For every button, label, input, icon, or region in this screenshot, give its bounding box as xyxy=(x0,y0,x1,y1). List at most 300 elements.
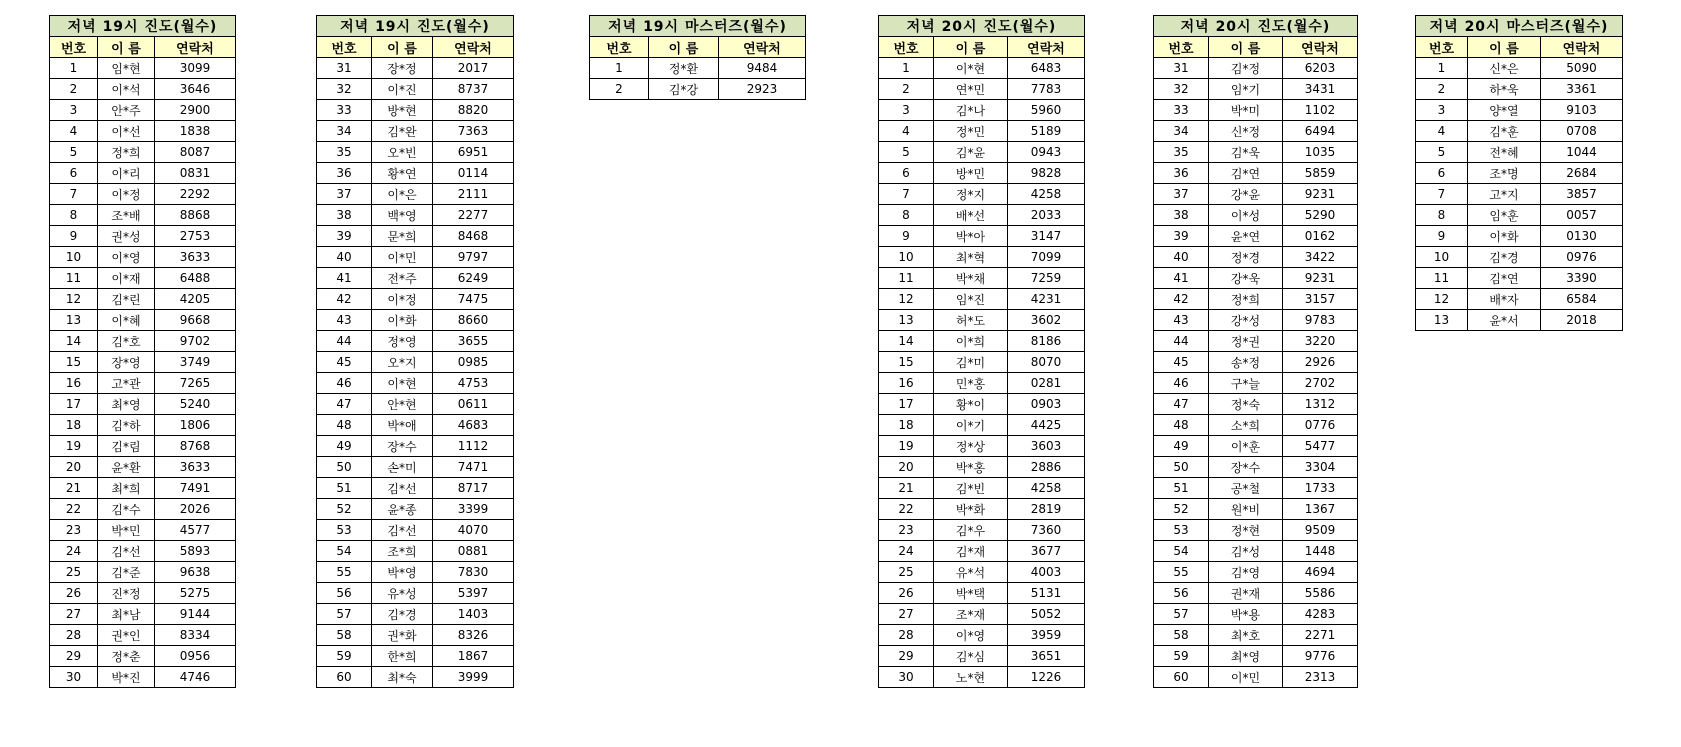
row-number: 46 xyxy=(1154,373,1209,394)
table-row xyxy=(50,79,236,100)
row-number: 40 xyxy=(1154,247,1209,268)
member-name: 배*선 xyxy=(934,205,1008,226)
contact-number: 8334 xyxy=(155,625,236,646)
contact-number: 2111 xyxy=(433,184,514,205)
table-row xyxy=(50,562,236,583)
contact-number: 7099 xyxy=(1008,247,1085,268)
row-number: 31 xyxy=(317,58,372,79)
table-row xyxy=(50,121,236,142)
table-row xyxy=(50,541,236,562)
contact-number: 2702 xyxy=(1283,373,1358,394)
table-row xyxy=(879,331,1085,352)
roster-table xyxy=(49,15,236,688)
table-row xyxy=(317,625,514,646)
table-row xyxy=(317,184,514,205)
table-row xyxy=(1416,79,1623,100)
contact-number: 4694 xyxy=(1283,562,1358,583)
row-number: 40 xyxy=(317,247,372,268)
contact-number: 3646 xyxy=(155,79,236,100)
table-row xyxy=(879,205,1085,226)
table-row xyxy=(50,310,236,331)
contact-number: 5960 xyxy=(1008,100,1085,121)
contact-number: 2017 xyxy=(433,58,514,79)
row-number: 4 xyxy=(50,121,98,142)
row-number: 31 xyxy=(1154,58,1209,79)
row-number: 37 xyxy=(317,184,372,205)
table-title: 저녁 19시 진도(월수) xyxy=(50,16,236,37)
member-name: 강*성 xyxy=(1209,310,1283,331)
contact-number: 0881 xyxy=(433,541,514,562)
row-number: 32 xyxy=(317,79,372,100)
table-row xyxy=(1154,268,1358,289)
row-number: 33 xyxy=(1154,100,1209,121)
table-row xyxy=(317,352,514,373)
member-name: 하*욱 xyxy=(1468,79,1541,100)
table-row xyxy=(1416,121,1623,142)
row-number: 5 xyxy=(879,142,934,163)
row-number: 38 xyxy=(1154,205,1209,226)
member-name: 강*욱 xyxy=(1209,268,1283,289)
row-number: 43 xyxy=(317,310,372,331)
row-number: 55 xyxy=(317,562,372,583)
table-row xyxy=(879,310,1085,331)
row-number: 2 xyxy=(1416,79,1468,100)
contact-number: 0776 xyxy=(1283,415,1358,436)
table-row xyxy=(1154,205,1358,226)
table-row xyxy=(879,520,1085,541)
row-number: 41 xyxy=(1154,268,1209,289)
table-row xyxy=(590,58,806,79)
member-name: 정*민 xyxy=(934,121,1008,142)
roster-table xyxy=(589,15,806,100)
member-name: 백*영 xyxy=(372,205,433,226)
contact-number: 6203 xyxy=(1283,58,1358,79)
contact-number: 3603 xyxy=(1008,436,1085,457)
contact-number: 9702 xyxy=(155,331,236,352)
column-header-name: 이 름 xyxy=(934,37,1008,58)
member-name: 장*수 xyxy=(372,436,433,457)
column-header-num: 번호 xyxy=(1154,37,1209,58)
table-row xyxy=(317,289,514,310)
roster-table xyxy=(1415,15,1623,331)
member-name: 방*현 xyxy=(372,100,433,121)
row-number: 15 xyxy=(50,352,98,373)
contact-number: 0903 xyxy=(1008,394,1085,415)
row-number: 34 xyxy=(1154,121,1209,142)
table-row xyxy=(879,499,1085,520)
member-name: 김*훈 xyxy=(1468,121,1541,142)
row-number: 60 xyxy=(317,667,372,688)
member-name: 박*민 xyxy=(98,520,155,541)
table-row xyxy=(317,205,514,226)
table-row xyxy=(317,646,514,667)
row-number: 11 xyxy=(1416,268,1468,289)
contact-number: 3749 xyxy=(155,352,236,373)
row-number: 36 xyxy=(1154,163,1209,184)
table-row xyxy=(879,625,1085,646)
contact-number: 7830 xyxy=(433,562,514,583)
row-number: 13 xyxy=(50,310,98,331)
table-title: 저녁 20시 진도(월수) xyxy=(879,16,1085,37)
member-name: 원*비 xyxy=(1209,499,1283,520)
row-number: 20 xyxy=(879,457,934,478)
column-header-name: 이 름 xyxy=(1468,37,1541,58)
member-name: 황*연 xyxy=(372,163,433,184)
row-number: 8 xyxy=(1416,205,1468,226)
member-name: 박*아 xyxy=(934,226,1008,247)
table-row xyxy=(50,58,236,79)
row-number: 18 xyxy=(50,415,98,436)
table-row xyxy=(50,478,236,499)
member-name: 최*희 xyxy=(98,478,155,499)
table-row xyxy=(879,541,1085,562)
table-row xyxy=(317,310,514,331)
member-name: 김*연 xyxy=(1468,268,1541,289)
row-number: 3 xyxy=(50,100,98,121)
table-row xyxy=(1154,58,1358,79)
member-name: 고*관 xyxy=(98,373,155,394)
table-row xyxy=(879,562,1085,583)
table-row xyxy=(1416,142,1623,163)
member-name: 유*성 xyxy=(372,583,433,604)
row-number: 26 xyxy=(50,583,98,604)
member-name: 이*정 xyxy=(98,184,155,205)
member-name: 박*용 xyxy=(1209,604,1283,625)
table-row xyxy=(50,352,236,373)
member-name: 이*은 xyxy=(372,184,433,205)
table-row xyxy=(879,226,1085,247)
table-row xyxy=(879,58,1085,79)
row-number: 38 xyxy=(317,205,372,226)
row-number: 2 xyxy=(879,79,934,100)
member-name: 김*선 xyxy=(372,478,433,499)
table-row xyxy=(879,583,1085,604)
table-row xyxy=(317,499,514,520)
row-number: 34 xyxy=(317,121,372,142)
table-row xyxy=(879,478,1085,499)
row-number: 1 xyxy=(879,58,934,79)
member-name: 황*이 xyxy=(934,394,1008,415)
member-name: 강*윤 xyxy=(1209,184,1283,205)
row-number: 14 xyxy=(879,331,934,352)
row-number: 50 xyxy=(1154,457,1209,478)
row-number: 35 xyxy=(1154,142,1209,163)
contact-number: 2277 xyxy=(433,205,514,226)
member-name: 윤*서 xyxy=(1468,310,1541,331)
member-name: 신*정 xyxy=(1209,121,1283,142)
row-number: 25 xyxy=(879,562,934,583)
table-row xyxy=(50,268,236,289)
table-row xyxy=(1154,562,1358,583)
member-name: 이*훈 xyxy=(1209,436,1283,457)
member-name: 박*채 xyxy=(934,268,1008,289)
member-name: 정*지 xyxy=(934,184,1008,205)
contact-number: 3147 xyxy=(1008,226,1085,247)
table-row xyxy=(317,520,514,541)
member-name: 노*현 xyxy=(934,667,1008,688)
contact-number: 5090 xyxy=(1541,58,1623,79)
contact-number: 0943 xyxy=(1008,142,1085,163)
contact-number: 1838 xyxy=(155,121,236,142)
column-header-name: 이 름 xyxy=(1209,37,1283,58)
row-number: 28 xyxy=(50,625,98,646)
row-number: 35 xyxy=(317,142,372,163)
contact-number: 2684 xyxy=(1541,163,1623,184)
row-number: 33 xyxy=(317,100,372,121)
contact-number: 4070 xyxy=(433,520,514,541)
table-row xyxy=(879,415,1085,436)
table-row xyxy=(317,163,514,184)
row-number: 52 xyxy=(317,499,372,520)
table-row xyxy=(1154,604,1358,625)
contact-number: 7475 xyxy=(433,289,514,310)
contact-number: 0130 xyxy=(1541,226,1623,247)
contact-number: 4753 xyxy=(433,373,514,394)
table-title: 저녁 19시 진도(월수) xyxy=(317,16,514,37)
table-row xyxy=(317,478,514,499)
table-row xyxy=(317,100,514,121)
member-name: 김*심 xyxy=(934,646,1008,667)
row-number: 15 xyxy=(879,352,934,373)
row-number: 45 xyxy=(1154,352,1209,373)
table-row xyxy=(1154,163,1358,184)
row-number: 13 xyxy=(879,310,934,331)
member-name: 김*경 xyxy=(1468,247,1541,268)
column-header-name: 이 름 xyxy=(98,37,155,58)
member-name: 정*권 xyxy=(1209,331,1283,352)
row-number: 13 xyxy=(1416,310,1468,331)
member-name: 이*민 xyxy=(1209,667,1283,688)
contact-number: 2292 xyxy=(155,184,236,205)
table-row xyxy=(879,289,1085,310)
row-number: 52 xyxy=(1154,499,1209,520)
table-row xyxy=(1154,226,1358,247)
member-name: 김*하 xyxy=(98,415,155,436)
table-row xyxy=(1154,394,1358,415)
row-number: 21 xyxy=(879,478,934,499)
member-name: 임*기 xyxy=(1209,79,1283,100)
member-name: 고*지 xyxy=(1468,184,1541,205)
member-name: 김*준 xyxy=(98,562,155,583)
row-number: 44 xyxy=(1154,331,1209,352)
member-name: 김*선 xyxy=(98,541,155,562)
contact-number: 2926 xyxy=(1283,352,1358,373)
row-number: 8 xyxy=(50,205,98,226)
table-row xyxy=(879,667,1085,688)
row-number: 45 xyxy=(317,352,372,373)
table-row xyxy=(1154,373,1358,394)
member-name: 박*애 xyxy=(372,415,433,436)
contact-number: 6584 xyxy=(1541,289,1623,310)
contact-number: 9231 xyxy=(1283,184,1358,205)
member-name: 윤*환 xyxy=(98,457,155,478)
row-number: 43 xyxy=(1154,310,1209,331)
table-row xyxy=(1154,184,1358,205)
contact-number: 1035 xyxy=(1283,142,1358,163)
member-name: 김*정 xyxy=(1209,58,1283,79)
contact-number: 3361 xyxy=(1541,79,1623,100)
table-row xyxy=(317,58,514,79)
contact-number: 3959 xyxy=(1008,625,1085,646)
table-row xyxy=(1416,226,1623,247)
contact-number: 7259 xyxy=(1008,268,1085,289)
contact-number: 2026 xyxy=(155,499,236,520)
table-row xyxy=(1416,205,1623,226)
table-row xyxy=(317,604,514,625)
row-number: 10 xyxy=(50,247,98,268)
contact-number: 8326 xyxy=(433,625,514,646)
row-number: 28 xyxy=(879,625,934,646)
table-row xyxy=(317,562,514,583)
member-name: 정*현 xyxy=(1209,520,1283,541)
member-name: 김*우 xyxy=(934,520,1008,541)
contact-number: 8186 xyxy=(1008,331,1085,352)
table-title: 저녁 20시 마스터즈(월수) xyxy=(1416,16,1623,37)
row-number: 7 xyxy=(50,184,98,205)
row-number: 17 xyxy=(879,394,934,415)
member-name: 권*성 xyxy=(98,226,155,247)
contact-number: 8660 xyxy=(433,310,514,331)
contact-number: 4683 xyxy=(433,415,514,436)
table-row xyxy=(879,604,1085,625)
row-number: 49 xyxy=(1154,436,1209,457)
contact-number: 5893 xyxy=(155,541,236,562)
column-header-num: 번호 xyxy=(317,37,372,58)
member-name: 최*숙 xyxy=(372,667,433,688)
row-number: 6 xyxy=(879,163,934,184)
contact-number: 1367 xyxy=(1283,499,1358,520)
row-number: 7 xyxy=(879,184,934,205)
table-row xyxy=(879,79,1085,100)
contact-number: 9231 xyxy=(1283,268,1358,289)
contact-number: 4283 xyxy=(1283,604,1358,625)
contact-number: 5397 xyxy=(433,583,514,604)
table-row xyxy=(317,583,514,604)
table-row xyxy=(1416,310,1623,331)
row-number: 8 xyxy=(879,205,934,226)
member-name: 조*재 xyxy=(934,604,1008,625)
column-header-num: 번호 xyxy=(50,37,98,58)
contact-number: 6951 xyxy=(433,142,514,163)
contact-number: 0281 xyxy=(1008,373,1085,394)
contact-number: 0162 xyxy=(1283,226,1358,247)
contact-number: 3677 xyxy=(1008,541,1085,562)
contact-number: 8087 xyxy=(155,142,236,163)
contact-number: 5290 xyxy=(1283,205,1358,226)
row-number: 12 xyxy=(879,289,934,310)
member-name: 이*영 xyxy=(934,625,1008,646)
table-row xyxy=(317,247,514,268)
member-name: 공*철 xyxy=(1209,478,1283,499)
contact-number: 5477 xyxy=(1283,436,1358,457)
row-number: 2 xyxy=(590,79,649,100)
row-number: 59 xyxy=(1154,646,1209,667)
contact-number: 1226 xyxy=(1008,667,1085,688)
row-number: 24 xyxy=(879,541,934,562)
member-name: 김*강 xyxy=(649,79,719,100)
table-row xyxy=(879,394,1085,415)
member-name: 방*민 xyxy=(934,163,1008,184)
table-row xyxy=(1154,247,1358,268)
table-row xyxy=(879,373,1085,394)
contact-number: 8737 xyxy=(433,79,514,100)
member-name: 김*미 xyxy=(934,352,1008,373)
table-row xyxy=(1154,625,1358,646)
contact-number: 7471 xyxy=(433,457,514,478)
table-row xyxy=(317,121,514,142)
member-name: 이*재 xyxy=(98,268,155,289)
roster-table xyxy=(316,15,514,688)
row-number: 59 xyxy=(317,646,372,667)
row-number: 20 xyxy=(50,457,98,478)
contact-number: 5275 xyxy=(155,583,236,604)
member-name: 이*선 xyxy=(98,121,155,142)
member-name: 김*영 xyxy=(1209,562,1283,583)
row-number: 18 xyxy=(879,415,934,436)
row-number: 42 xyxy=(1154,289,1209,310)
member-name: 이*희 xyxy=(934,331,1008,352)
member-name: 오*빈 xyxy=(372,142,433,163)
contact-number: 2313 xyxy=(1283,667,1358,688)
table-row xyxy=(50,100,236,121)
member-name: 이*정 xyxy=(372,289,433,310)
row-number: 19 xyxy=(50,436,98,457)
member-name: 이*현 xyxy=(934,58,1008,79)
contact-number: 3651 xyxy=(1008,646,1085,667)
contact-number: 3422 xyxy=(1283,247,1358,268)
row-number: 12 xyxy=(50,289,98,310)
contact-number: 9828 xyxy=(1008,163,1085,184)
row-number: 32 xyxy=(1154,79,1209,100)
contact-number: 6483 xyxy=(1008,58,1085,79)
row-number: 23 xyxy=(50,520,98,541)
row-number: 41 xyxy=(317,268,372,289)
table-row xyxy=(1154,646,1358,667)
table-row xyxy=(879,184,1085,205)
member-name: 장*수 xyxy=(1209,457,1283,478)
row-number: 30 xyxy=(879,667,934,688)
contact-number: 6494 xyxy=(1283,121,1358,142)
row-number: 16 xyxy=(879,373,934,394)
row-number: 4 xyxy=(1416,121,1468,142)
table-row xyxy=(1416,100,1623,121)
row-number: 5 xyxy=(50,142,98,163)
row-number: 5 xyxy=(1416,142,1468,163)
contact-number: 5189 xyxy=(1008,121,1085,142)
member-name: 윤*종 xyxy=(372,499,433,520)
member-name: 장*정 xyxy=(372,58,433,79)
table-row xyxy=(1154,100,1358,121)
contact-number: 5859 xyxy=(1283,163,1358,184)
table-row xyxy=(50,457,236,478)
member-name: 이*화 xyxy=(1468,226,1541,247)
member-name: 이*화 xyxy=(372,310,433,331)
contact-number: 2271 xyxy=(1283,625,1358,646)
member-name: 정*희 xyxy=(98,142,155,163)
member-name: 윤*연 xyxy=(1209,226,1283,247)
contact-number: 1448 xyxy=(1283,541,1358,562)
column-header-contact: 연락처 xyxy=(1008,37,1085,58)
table-row xyxy=(317,541,514,562)
contact-number: 4258 xyxy=(1008,478,1085,499)
member-name: 오*지 xyxy=(372,352,433,373)
contact-number: 3390 xyxy=(1541,268,1623,289)
member-name: 박*홍 xyxy=(934,457,1008,478)
table-row xyxy=(50,667,236,688)
contact-number: 3633 xyxy=(155,247,236,268)
member-name: 권*재 xyxy=(1209,583,1283,604)
table-row xyxy=(50,394,236,415)
